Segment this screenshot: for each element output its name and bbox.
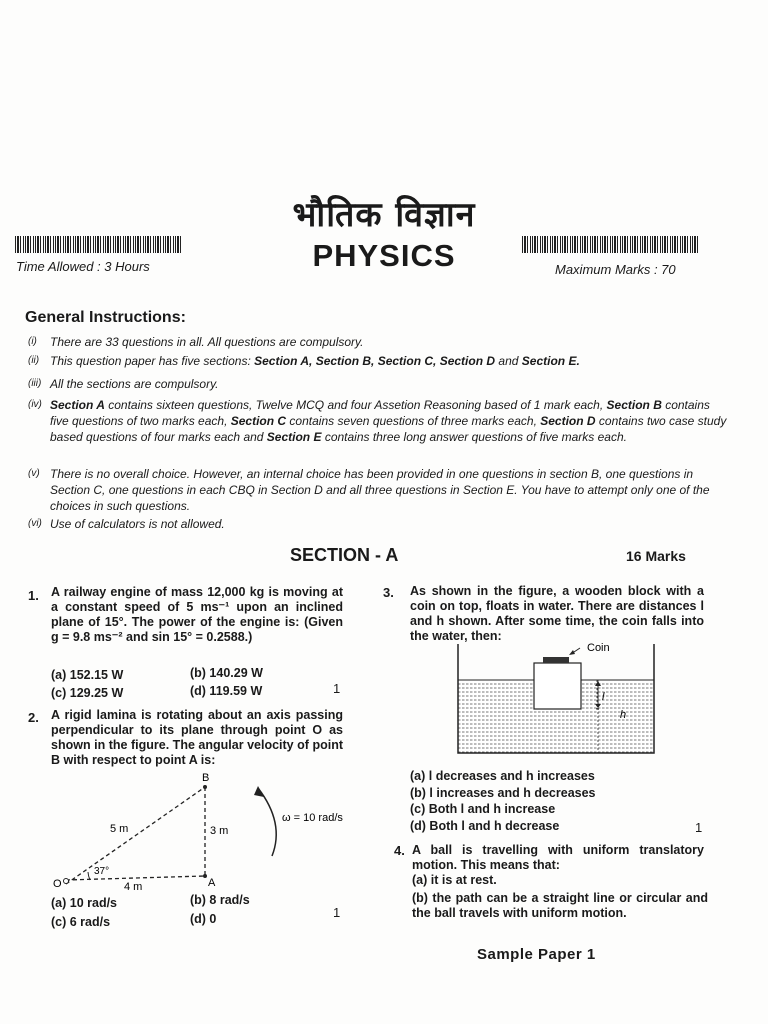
instruction-text: contains three long answer questions of five marks each. bbox=[321, 430, 627, 444]
instruction-text: Section A, Section B, Section C, Section D bbox=[254, 354, 496, 368]
label-a: A bbox=[208, 877, 216, 889]
question-mark: 1 bbox=[695, 820, 703, 835]
line-oa bbox=[66, 876, 205, 880]
label-h: h bbox=[620, 709, 627, 721]
answer-option[interactable]: (a) l decreases and h increases bbox=[410, 769, 595, 783]
answer-option[interactable]: (a) 152.15 W bbox=[51, 668, 124, 682]
line-ob bbox=[66, 787, 205, 884]
instruction-text: Section C bbox=[230, 414, 287, 428]
instruction-number: (vi) bbox=[28, 518, 42, 529]
hindi-title: भौतिक विज्ञान bbox=[292, 195, 476, 235]
question-number: 2. bbox=[28, 710, 39, 725]
rotation-arrowhead bbox=[254, 786, 264, 797]
instruction-text: There is no overall choice. However, an internal choice has been provided in one questions in section B, one questions in Section C, one questions in each CBQ in Section D and all three questions in Section E. You have to attempt only one of the choices in such questions. bbox=[50, 467, 710, 513]
answer-option[interactable]: (a) 10 rad/s bbox=[51, 896, 118, 910]
point-b-dot bbox=[203, 785, 207, 789]
instruction-item bbox=[28, 466, 728, 514]
label-omega: ω = 10 rad/s bbox=[282, 812, 343, 824]
instruction-text: Section D bbox=[540, 414, 596, 428]
coin-pointer-head bbox=[569, 650, 575, 655]
answer-option[interactable]: (c) 6 rad/s bbox=[51, 915, 111, 929]
instruction-text: contains five questions of two marks each, bbox=[50, 398, 710, 428]
answer-option[interactable]: (b) 140.29 W bbox=[190, 666, 263, 680]
point-o-dot bbox=[64, 879, 69, 884]
question-number: 1. bbox=[28, 588, 39, 603]
instruction-text: Section E. bbox=[521, 354, 580, 368]
answer-option[interactable]: (a) it is at rest. bbox=[412, 873, 497, 887]
question-mark: 1 bbox=[333, 681, 341, 696]
coin bbox=[543, 657, 569, 663]
instruction-text: Use of calculators is not allowed. bbox=[50, 517, 225, 531]
answer-option[interactable]: (d) Both l and h decrease bbox=[410, 819, 560, 833]
instruction-text: contains sixteen questions, Twelve MCQ and four Assetion Reasoning based of 1 mark each, bbox=[104, 398, 607, 412]
instruction-text: and bbox=[495, 354, 522, 368]
label-4m: 4 m bbox=[124, 881, 143, 893]
instruction-number: (i) bbox=[28, 336, 37, 347]
instruction-text: Section E bbox=[266, 430, 322, 444]
answer-option[interactable]: (b) the path can be a straight line or circular and the ball travels with uniform motion. bbox=[412, 891, 708, 920]
section-title: SECTION - A bbox=[290, 545, 399, 565]
answer-option[interactable]: (b) 8 rad/s bbox=[190, 893, 250, 907]
instruction-text: This question paper has five sections: bbox=[50, 354, 255, 368]
lamina-figure bbox=[50, 768, 360, 898]
answer-option[interactable]: (b) l increases and h decreases bbox=[410, 786, 596, 800]
floating-block-figure bbox=[446, 638, 671, 764]
instruction-text: Section A bbox=[50, 398, 105, 412]
instruction-item bbox=[28, 516, 728, 532]
question-text: As shown in the figure, a wooden block with a coin on top, floats in water. There are distances l and h shown. After some time, the coin falls into the water, then: bbox=[410, 584, 704, 643]
instruction-text: There are 33 questions in all. All questions are compulsory. bbox=[50, 335, 364, 349]
label-b: B bbox=[202, 772, 210, 784]
question-number: 3. bbox=[383, 585, 394, 600]
time-allowed: Time Allowed : 3 Hours bbox=[16, 259, 150, 274]
instruction-item bbox=[28, 376, 728, 392]
question-number: 4. bbox=[394, 843, 405, 858]
section-marks: 16 Marks bbox=[626, 548, 686, 564]
page-footer: Sample Paper 1 bbox=[477, 946, 596, 963]
label-angle: 37° bbox=[94, 866, 110, 877]
instruction-text: Section B bbox=[606, 398, 662, 412]
answer-option[interactable]: (c) Both l and h increase bbox=[410, 802, 556, 816]
answer-option[interactable]: (d) 0 bbox=[190, 912, 217, 926]
instruction-number: (ii) bbox=[28, 355, 40, 366]
wooden-block bbox=[534, 663, 581, 709]
question-text: A railway engine of mass 12,000 kg is moving at a constant speed of 5 ms⁻¹ upon an inclined plane of 15°. The power of the engine is: (Given g = 9.8 ms⁻² and sin 15° = 0.2588.) bbox=[51, 585, 343, 644]
instruction-number: (iii) bbox=[28, 378, 42, 389]
page-title: PHYSICS bbox=[312, 238, 456, 273]
point-a-dot bbox=[203, 874, 207, 878]
instruction-number: (v) bbox=[28, 468, 40, 479]
instruction-text: All the sections are compulsory. bbox=[50, 377, 219, 391]
label-o: O bbox=[53, 878, 62, 890]
label-3m: 3 m bbox=[210, 825, 229, 837]
question-mark: 1 bbox=[333, 905, 341, 920]
instruction-item bbox=[28, 397, 728, 445]
question-text: A rigid lamina is rotating about an axis passing perpendicular to its plane through point O as shown in the figure. The angular velocity of point B with respect to point A is: bbox=[51, 708, 343, 767]
instruction-number: (iv) bbox=[28, 399, 42, 410]
instruction-text: contains seven questions of three marks each, bbox=[286, 414, 541, 428]
answer-option[interactable]: (c) 129.25 W bbox=[51, 686, 124, 700]
answer-option[interactable]: (d) 119.59 W bbox=[190, 684, 263, 698]
question-text: A ball is travelling with uniform translatory motion. This means that: bbox=[412, 843, 704, 872]
label-coin: Coin bbox=[587, 642, 610, 654]
instruction-item bbox=[28, 353, 728, 369]
label-5m: 5 m bbox=[110, 823, 129, 835]
instruction-item bbox=[28, 334, 728, 350]
maximum-marks: Maximum Marks : 70 bbox=[555, 262, 676, 277]
label-l: l bbox=[602, 691, 605, 703]
instruction-text: contains two case study based questions of four marks each and bbox=[50, 414, 727, 444]
rotation-arc bbox=[258, 788, 276, 856]
instructions-heading: General Instructions: bbox=[25, 309, 186, 326]
